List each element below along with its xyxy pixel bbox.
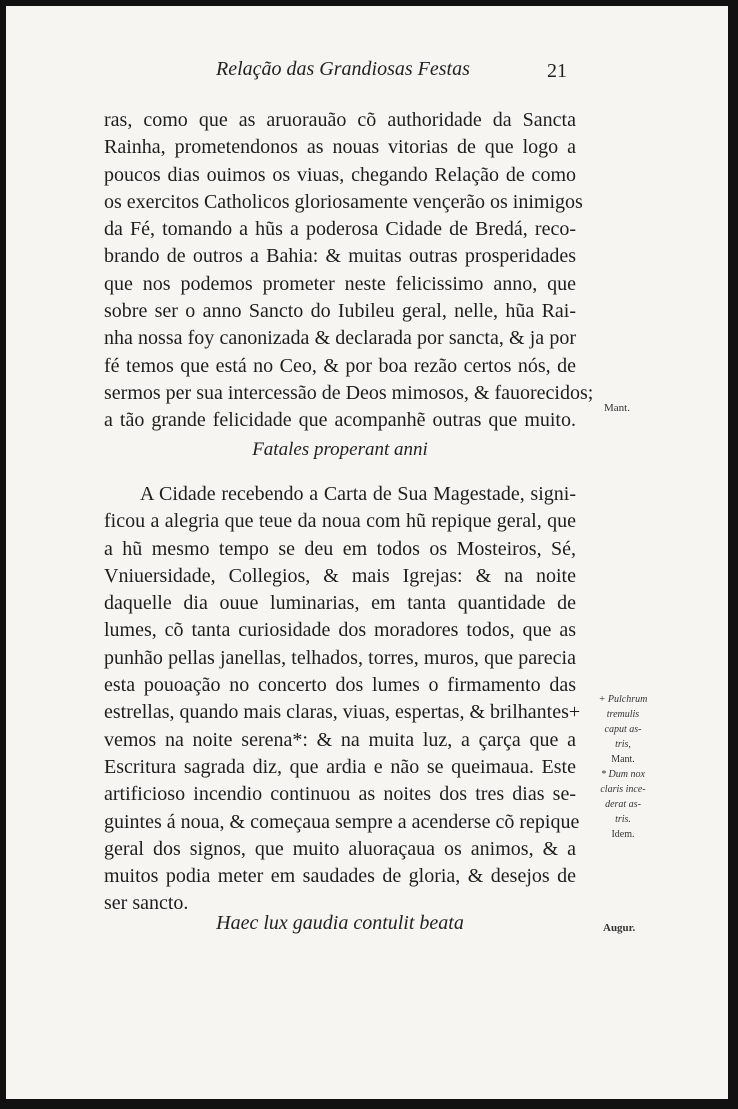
text-line: que nos podemos prometer neste felicissimo anno, que: [104, 272, 576, 295]
text-line: daquelle dia ouue luminarias, em tanta quantidade de: [104, 592, 576, 615]
text-line: esta pouoação no concerto dos lumes o firmamento das: [104, 674, 576, 697]
sidenote-line: Idem.: [611, 829, 635, 840]
paragraph-2: [104, 481, 581, 918]
sidenote-line: Mant.: [611, 754, 635, 765]
text-line: nha nossa foy canonizada & declarada por sancta, & ja por: [104, 327, 576, 350]
sidenote-augur: Augur.: [603, 922, 636, 934]
text-line: Escritura sagrada diz, que ardia e não se queimaua. Este: [104, 755, 576, 778]
sidenote-line: tris.: [615, 814, 631, 825]
text-line: Vniuersidade, Collegios, & mais Igrejas: & na noite: [104, 564, 576, 587]
paragraph-1: [104, 107, 594, 435]
text-line: ras, como que as aruorauão cõ authoridade da Sancta: [104, 109, 576, 131]
text-line: sermos per sua intercessão de Deos mimosos, & fauorecidos;: [104, 381, 594, 404]
text-line: brando de outros a Bahia: & muitas outras prosperidades: [104, 245, 576, 268]
text-line: Rainha, prometendonos as nouas vitorias de que logo a: [104, 136, 576, 159]
sidenote-mant: Mant.: [604, 402, 630, 414]
text-line: guintes á noua, & começaua sempre a acenderse cõ repique: [104, 810, 580, 833]
text-line: vemos na noite serena*: & na muita luz, a çarça que a: [104, 728, 576, 751]
latin-motto-1: Fatales properant anni: [252, 439, 428, 460]
text-line: geral dos signos, que muito aluoraçaua os animos, & a: [104, 837, 576, 860]
sidenote-line: tremulis: [606, 709, 640, 720]
sidenote-line: + Pulchrum: [598, 694, 648, 705]
text-line: os exercitos Catholicos gloriosamente vençerão os inimigos: [104, 190, 583, 213]
text-line: A Cidade recebendo a Carta de Sua Magestade, signi-: [140, 483, 576, 505]
text-line: punhão pellas janellas, telhados, torres, muros, que parecia: [104, 646, 576, 669]
text-line: sobre ser o anno Sancto do Iubileu geral, nelle, hũa Rai-: [104, 300, 576, 323]
page-number: 21: [547, 60, 567, 82]
text-line: ser sancto.: [104, 892, 189, 915]
running-title: Relação das Grandiosas Festas: [216, 58, 470, 80]
text-line: fé temos que está no Ceo, & por boa rezão certos nós, de: [104, 354, 576, 377]
text-line: estrellas, quando mais claras, viuas, espertas, & brilhantes+: [104, 701, 581, 724]
sidenote-line: * Dum nox: [601, 769, 645, 780]
sidenote-line: derat as-: [605, 799, 641, 810]
text-line: poucos dias ouimos os viuas, chegando Relação de como: [104, 163, 576, 186]
sidenote-line: claris ince-: [600, 784, 646, 795]
latin-motto-2: Haec lux gaudia contulit beata: [216, 912, 464, 934]
text-line: a hũ mesmo tempo se deu em todos os Mosteiros, Sé,: [104, 537, 576, 560]
sidenote-line: caput as-: [604, 724, 642, 735]
sidenote-citations: [584, 692, 662, 842]
text-line: muitos podia meter em saudades de gloria, & desejos de: [104, 865, 576, 888]
text-line: da Fé, tomando a hũs a poderosa Cidade de Bredá, reco-: [104, 218, 576, 241]
text-line: a tão grande felicidade que acompanhẽ outras que muito.: [104, 409, 576, 432]
text-line: lumes, cõ tanta curiosidade dos moradores todos, que as: [104, 619, 576, 642]
text-line: ficou a alegria que teue da noua com hũ repique geral, que: [104, 510, 576, 533]
sidenote-line: tris,: [615, 739, 631, 750]
text-line: artificioso incendio continuou as noites dos tres dias se-: [104, 783, 576, 806]
